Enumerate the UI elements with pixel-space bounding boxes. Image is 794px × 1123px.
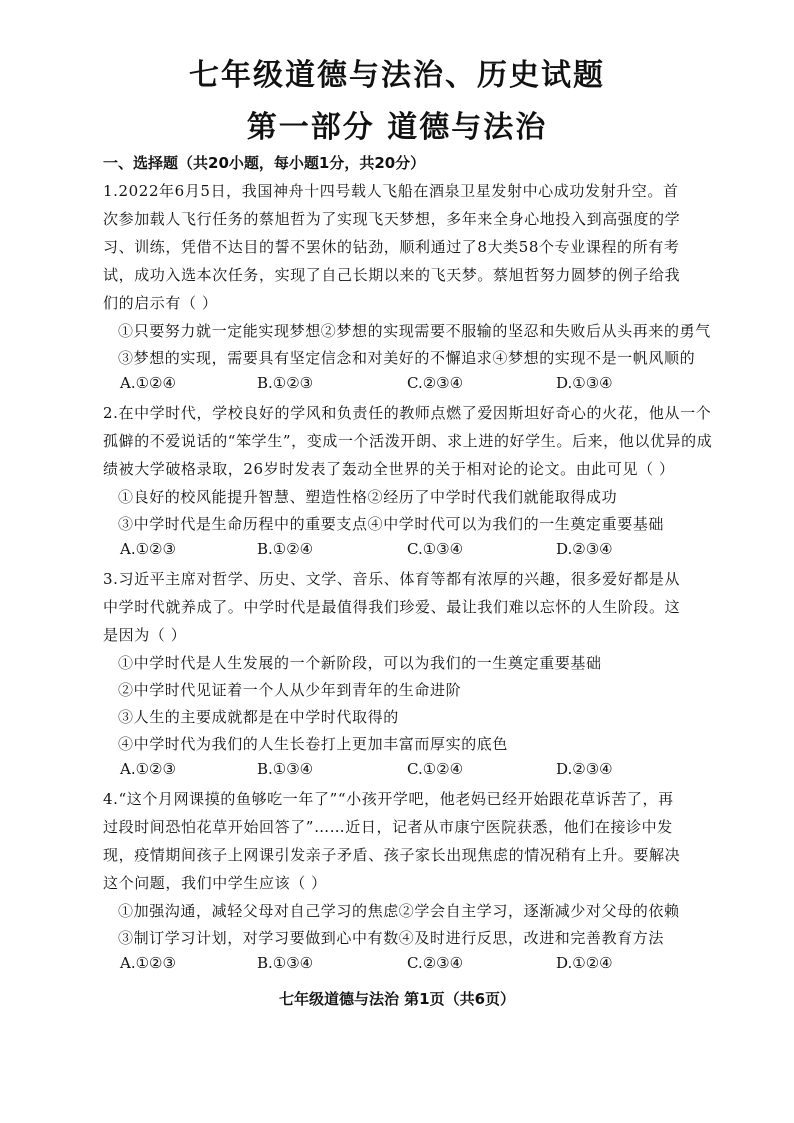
- option-c[interactable]: C.②③④: [407, 374, 464, 392]
- option-b[interactable]: B.①③④: [257, 954, 314, 972]
- question-1-statement: ①只要努力就一定能实现梦想②梦想的实现需要不服输的坚忍和失败后从头再来的勇气: [118, 322, 711, 340]
- question-2-statement: ③中学时代是生命历程中的重要支点④中学时代可以为我们的一生奠定重要基础: [118, 515, 665, 533]
- question-4-statement: ①加强沟通，减轻父母对自己学习的焦虑②学会自主学习，逐渐减少对父母的依赖: [118, 902, 680, 920]
- question-3-statement: ③人生的主要成就都是在中学时代取得的: [118, 708, 399, 726]
- question-2-text: 2.在中学时代，学校良好的学风和负责任的教师点燃了爱因斯坦好奇心的火花，他从一个: [103, 404, 712, 422]
- option-b[interactable]: B.①②④: [257, 540, 314, 558]
- question-4-text: 这个问题，我们中学生应该（ ）: [103, 874, 327, 892]
- option-d[interactable]: D.①②④: [556, 954, 613, 972]
- option-a[interactable]: A.①②③: [120, 540, 176, 558]
- option-b[interactable]: B.①③④: [257, 760, 314, 778]
- question-3-statement: ②中学时代见证着一个人从少年到青年的生命进阶: [118, 681, 462, 699]
- option-b[interactable]: B.①②③: [257, 374, 314, 392]
- question-1-text: 习、训练，凭借不达目的誓不罢休的钻劲，顺利通过了8大类58个专业课程的所有考: [103, 238, 680, 256]
- question-3-statement: ④中学时代为我们的人生长卷打上更加丰富而厚实的底色: [118, 735, 509, 753]
- exam-title: 七年级道德与法治、历史试题: [189, 58, 605, 93]
- question-3-text: 中学时代就养成了。中学时代是最值得我们珍爱、最让我们难以忘怀的人生阶段。这: [103, 598, 681, 616]
- question-2-text: 孤僻的不爱说话的“笨学生”，变成一个活泼开朗、求上进的好学生。后来，他以优异的成: [103, 432, 713, 450]
- question-4-text: 过段时间恐怕花草开始回答了”……近日，记者从市康宁医院获悉，他们在接诊中发: [103, 818, 673, 836]
- question-2-text: 绩被大学破格录取，26岁时发表了轰动全世界的关于相对论的论文。由此可见（ ）: [103, 460, 675, 478]
- question-1-text: 1.2022年6月5日，我国神舟十四号载人飞船在酒泉卫星发射中心成功发射升空。首: [103, 182, 679, 200]
- option-c[interactable]: C.②③④: [407, 954, 464, 972]
- option-a[interactable]: A.①②④: [120, 374, 176, 392]
- option-d[interactable]: D.②③④: [556, 540, 613, 558]
- option-a[interactable]: A.①②③: [120, 760, 176, 778]
- section-heading: 一、选择题（共20小题，每小题1分，共20分）: [103, 154, 426, 172]
- option-a[interactable]: A.①②③: [120, 954, 176, 972]
- question-1-text: 次参加载人飞行任务的蔡旭哲为了实现飞天梦想，多年来全身心地投入到高强度的学: [103, 210, 681, 228]
- question-1-text: 试，成功入选本次任务，实现了自己长期以来的飞天梦。蔡旭哲努力圆梦的例子给我: [103, 266, 681, 284]
- question-4-text: 现，疫情期间孩子上网课引发亲子矛盾、孩子家长出现焦虑的情况稍有上升。要解决: [103, 846, 681, 864]
- question-2-statement: ①良好的校风能提升智慧、塑造性格②经历了中学时代我们就能取得成功: [118, 488, 618, 506]
- question-3-text: 是因为（ ）: [103, 626, 187, 644]
- option-d[interactable]: D.①③④: [556, 374, 613, 392]
- option-c[interactable]: C.①②④: [407, 760, 464, 778]
- page-footer: 七年级道德与法治 第1页（共6页）: [278, 990, 516, 1008]
- question-3-text: 3.习近平主席对哲学、历史、文学、音乐、体育等都有浓厚的兴趣，很多爱好都是从: [103, 570, 681, 588]
- question-4-text: 4.“这个月网课摸的鱼够吃一年了”“小孩开学吧，他老妈已经开始跟花草诉苦了，再: [103, 790, 674, 808]
- question-3-statement: ①中学时代是人生发展的一个新阶段，可以为我们的一生奠定重要基础: [118, 654, 602, 672]
- option-d[interactable]: D.②③④: [556, 760, 613, 778]
- question-1-text: 们的启示有（ ）: [103, 294, 218, 312]
- option-c[interactable]: C.①③④: [407, 540, 464, 558]
- question-4-statement: ③制订学习计划，对学习要做到心中有数④及时进行反思，改进和完善教育方法: [118, 929, 665, 947]
- part-title: 第一部分 道德与法治: [246, 110, 548, 145]
- question-1-statement: ③梦想的实现，需要具有坚定信念和对美好的不懈追求④梦想的实现不是一帆风顺的: [118, 349, 696, 367]
